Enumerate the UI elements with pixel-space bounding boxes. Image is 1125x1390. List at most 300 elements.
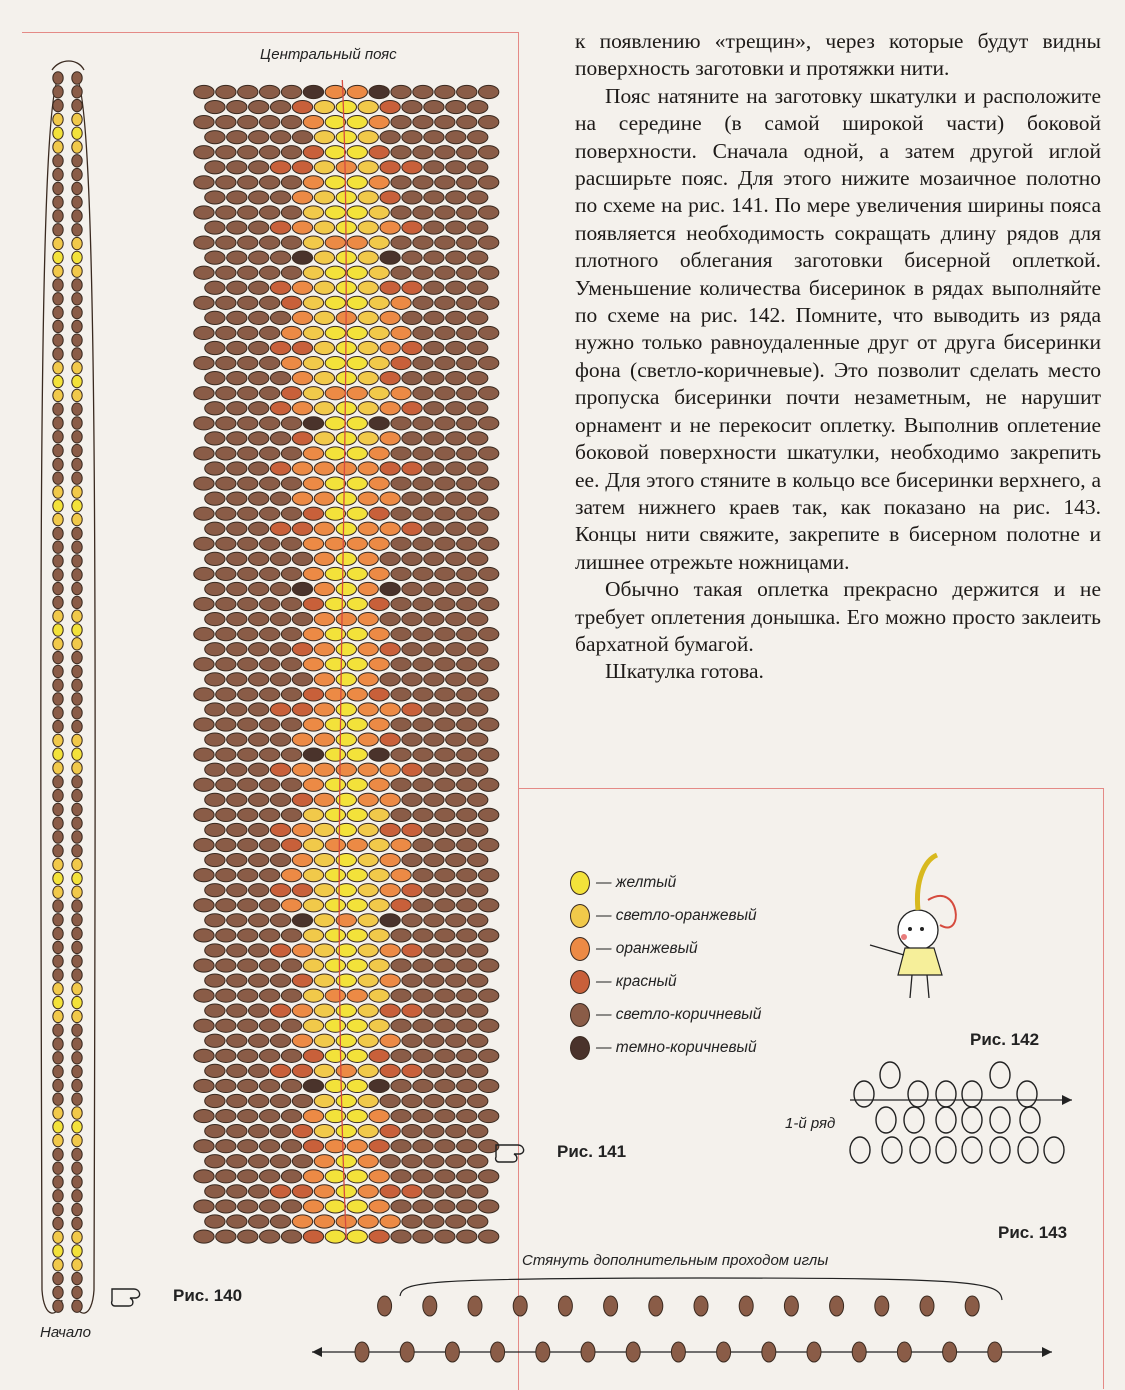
grid-bead — [270, 823, 290, 836]
strip-bead — [53, 596, 63, 608]
strip-bead — [72, 996, 82, 1008]
grid-bead — [216, 808, 236, 821]
grid-bead — [216, 387, 236, 400]
doll-eye-left — [908, 927, 912, 931]
grid-bead — [468, 1094, 488, 1107]
grid-bead — [270, 1094, 290, 1107]
grid-bead — [336, 1094, 356, 1107]
strip-bead — [53, 127, 63, 139]
grid-bead — [478, 778, 498, 791]
grid-bead — [303, 387, 323, 400]
strip-bead — [53, 1121, 63, 1133]
row-arrow-head — [1062, 1095, 1072, 1105]
grid-bead — [391, 778, 411, 791]
grid-bead — [259, 85, 279, 98]
grid-bead — [216, 869, 236, 882]
strip-bead — [72, 86, 82, 98]
grid-bead — [325, 266, 345, 279]
grid-bead — [205, 161, 225, 174]
grid-bead — [238, 658, 258, 671]
grid-bead — [270, 131, 290, 144]
grid-bead — [369, 1230, 389, 1243]
grid-bead — [402, 311, 422, 324]
grid-bead — [270, 1064, 290, 1077]
grid-bead — [468, 944, 488, 957]
grid-bead — [281, 688, 301, 701]
grid-bead — [380, 281, 400, 294]
grid-bead — [391, 1140, 411, 1153]
grid-bead — [358, 1094, 378, 1107]
grid-bead — [468, 974, 488, 987]
grid-bead — [259, 808, 279, 821]
grid-bead — [457, 989, 477, 1002]
row2-bead — [1020, 1107, 1040, 1133]
grid-bead — [380, 100, 400, 113]
grid-bead — [281, 477, 301, 490]
grid-bead — [314, 733, 334, 746]
grid-bead — [336, 131, 356, 144]
grid-bead — [358, 100, 378, 113]
grid-bead — [478, 869, 498, 882]
grid-bead — [347, 989, 367, 1002]
grid-bead — [435, 929, 455, 942]
grid-bead — [227, 974, 247, 987]
pull-together-label: Стянуть дополнительным проходом иглы — [522, 1252, 829, 1269]
strip-bead — [53, 1217, 63, 1229]
grid-bead — [303, 1079, 323, 1092]
grid-bead — [457, 628, 477, 641]
fig140-hand-icon — [112, 1289, 140, 1306]
grid-bead — [358, 341, 378, 354]
grid-bead — [249, 432, 269, 445]
grid-bead — [292, 522, 312, 535]
closing-bead — [988, 1342, 1002, 1362]
grid-bead — [446, 372, 466, 385]
grid-bead — [446, 281, 466, 294]
grid-bead — [380, 1155, 400, 1168]
grid-bead — [194, 417, 214, 430]
grid-bead — [227, 372, 247, 385]
grid-bead — [402, 281, 422, 294]
grid-bead — [281, 507, 301, 520]
strip-bead — [53, 845, 63, 857]
grid-bead — [402, 613, 422, 626]
grid-bead — [205, 492, 225, 505]
strip-bead — [53, 900, 63, 912]
grid-bead — [292, 552, 312, 565]
grid-bead — [424, 341, 444, 354]
grid-bead — [457, 206, 477, 219]
grid-bead — [478, 296, 498, 309]
strip-bead — [72, 334, 82, 346]
grid-bead — [259, 748, 279, 761]
grid-bead — [292, 914, 312, 927]
grid-bead — [292, 673, 312, 686]
grid-bead — [325, 1079, 345, 1092]
grid-bead — [478, 537, 498, 550]
strip-bead — [53, 500, 63, 512]
grid-bead — [270, 100, 290, 113]
grid-bead — [249, 582, 269, 595]
closing-bead — [830, 1296, 844, 1316]
grid-bead — [292, 161, 312, 174]
grid-bead — [336, 161, 356, 174]
grid-bead — [249, 733, 269, 746]
strip-bead — [72, 1162, 82, 1174]
grid-bead — [435, 477, 455, 490]
strip-bead — [72, 817, 82, 829]
grid-bead — [259, 477, 279, 490]
grid-bead — [478, 326, 498, 339]
grid-bead — [457, 959, 477, 972]
grid-bead — [402, 823, 422, 836]
grid-bead — [194, 296, 214, 309]
grid-bead — [292, 1185, 312, 1198]
grid-bead — [402, 432, 422, 445]
strip-bead — [72, 1134, 82, 1146]
grid-bead — [259, 628, 279, 641]
grid-bead — [238, 838, 258, 851]
grid-bead — [227, 281, 247, 294]
grid-bead — [457, 326, 477, 339]
grid-bead — [238, 1109, 258, 1122]
grid-bead — [270, 191, 290, 204]
grid-bead — [314, 281, 334, 294]
grid-bead — [325, 477, 345, 490]
grid-bead — [446, 221, 466, 234]
grid-bead — [468, 793, 488, 806]
grid-bead — [281, 447, 301, 460]
grid-bead — [424, 974, 444, 987]
grid-bead — [380, 613, 400, 626]
grid-bead — [238, 356, 258, 369]
grid-bead — [347, 296, 367, 309]
grid-bead — [413, 1049, 433, 1062]
grid-bead — [238, 387, 258, 400]
grid-bead — [468, 281, 488, 294]
grid-bead — [194, 507, 214, 520]
strip-bead — [53, 803, 63, 815]
grid-bead — [292, 793, 312, 806]
grid-bead — [457, 597, 477, 610]
grid-bead — [336, 492, 356, 505]
grid-bead — [369, 1049, 389, 1062]
grid-bead — [358, 191, 378, 204]
grid-bead — [249, 372, 269, 385]
grid-bead — [314, 1125, 334, 1138]
grid-bead — [478, 417, 498, 430]
grid-bead — [446, 1125, 466, 1138]
grid-bead — [435, 869, 455, 882]
fig141-caption: Рис. 141 — [557, 1142, 627, 1161]
grid-bead — [194, 477, 214, 490]
grid-bead — [347, 1140, 367, 1153]
strip-bead — [72, 1010, 82, 1022]
strip-bead — [53, 293, 63, 305]
row2-bead — [876, 1107, 896, 1133]
paragraph-1: к появлению «трещин», через которые будут видны поверхность заготовки и протяжки нити. — [575, 29, 1101, 81]
grid-bead — [292, 974, 312, 987]
grid-bead — [369, 417, 389, 430]
grid-bead — [446, 763, 466, 776]
grid-bead — [347, 838, 367, 851]
grid-bead — [435, 688, 455, 701]
grid-bead — [347, 688, 367, 701]
grid-bead — [314, 1094, 334, 1107]
strip-bead — [72, 458, 82, 470]
grid-bead — [325, 929, 345, 942]
grid-bead — [259, 417, 279, 430]
grid-bead — [314, 944, 334, 957]
grid-bead — [457, 417, 477, 430]
grid-bead — [402, 341, 422, 354]
grid-bead — [216, 899, 236, 912]
grid-bead — [281, 116, 301, 129]
grid-bead — [424, 402, 444, 415]
grid-bead — [358, 311, 378, 324]
grid-bead — [303, 1170, 323, 1183]
grid-bead — [325, 1170, 345, 1183]
grid-bead — [325, 959, 345, 972]
grid-bead — [238, 116, 258, 129]
grid-bead — [303, 116, 323, 129]
grid-bead — [347, 447, 367, 460]
grid-bead — [457, 266, 477, 279]
grid-bead — [413, 326, 433, 339]
grid-bead — [259, 356, 279, 369]
grid-bead — [478, 748, 498, 761]
strip-bead — [53, 472, 63, 484]
grid-bead — [303, 417, 323, 430]
closing-bead — [378, 1296, 392, 1316]
strip-bead — [72, 1272, 82, 1284]
grid-bead — [391, 296, 411, 309]
closing-bead — [445, 1342, 459, 1362]
grid-bead — [216, 929, 236, 942]
grid-bead — [413, 929, 433, 942]
grid-bead — [402, 1125, 422, 1138]
strip-bead — [53, 403, 63, 415]
grid-bead — [292, 1034, 312, 1047]
grid-bead — [369, 296, 389, 309]
grid-bead — [292, 1094, 312, 1107]
strip-bead — [72, 293, 82, 305]
strip-bead — [72, 776, 82, 788]
grid-bead — [478, 1079, 498, 1092]
grid-bead — [270, 1215, 290, 1228]
grid-bead — [314, 763, 334, 776]
grid-bead — [413, 869, 433, 882]
grid-bead — [380, 884, 400, 897]
grid-bead — [380, 582, 400, 595]
grid-bead — [194, 929, 214, 942]
grid-bead — [347, 1109, 367, 1122]
grid-bead — [478, 116, 498, 129]
grid-bead — [270, 1004, 290, 1017]
grid-bead — [270, 251, 290, 264]
grid-bead — [413, 236, 433, 249]
grid-bead — [205, 1004, 225, 1017]
grid-bead — [216, 748, 236, 761]
grid-bead — [369, 808, 389, 821]
strip-bead — [53, 210, 63, 222]
grid-bead — [446, 1004, 466, 1017]
grid-bead — [380, 914, 400, 927]
grid-bead — [249, 402, 269, 415]
grid-bead — [325, 296, 345, 309]
grid-bead — [270, 432, 290, 445]
grid-bead — [314, 613, 334, 626]
grid-bead — [314, 1034, 334, 1047]
grid-bead — [259, 658, 279, 671]
grid-bead — [303, 236, 323, 249]
grid-bead — [281, 869, 301, 882]
grid-bead — [216, 1230, 236, 1243]
grid-bead — [478, 1230, 498, 1243]
closing-bead — [671, 1342, 685, 1362]
fig143-diagram — [312, 1278, 1052, 1362]
grid-bead — [457, 1109, 477, 1122]
grid-bead — [270, 372, 290, 385]
grid-bead — [249, 462, 269, 475]
grid-bead — [314, 884, 334, 897]
grid-bead — [402, 372, 422, 385]
legend-row-light-orange — [570, 899, 761, 932]
grid-bead — [478, 899, 498, 912]
grid-bead — [435, 1230, 455, 1243]
grid-bead — [446, 944, 466, 957]
strip-bead — [53, 638, 63, 650]
grid-bead — [413, 718, 433, 731]
grid-bead — [358, 161, 378, 174]
grid-bead — [205, 100, 225, 113]
grid-bead — [424, 281, 444, 294]
strip-bead — [53, 679, 63, 691]
strip-bead — [72, 306, 82, 318]
grid-bead — [391, 387, 411, 400]
grid-bead — [380, 372, 400, 385]
grid-bead — [292, 1004, 312, 1017]
grid-bead — [205, 131, 225, 144]
grid-bead — [281, 1079, 301, 1092]
row3-bead — [962, 1137, 982, 1163]
grid-bead — [336, 763, 356, 776]
strip-bead — [53, 348, 63, 360]
strip-bead — [72, 389, 82, 401]
grid-bead — [380, 522, 400, 535]
grid-bead — [457, 477, 477, 490]
grid-bead — [259, 537, 279, 550]
grid-bead — [391, 1109, 411, 1122]
closing-bead — [897, 1342, 911, 1362]
grid-bead — [391, 1049, 411, 1062]
grid-bead — [205, 1094, 225, 1107]
grid-bead — [369, 567, 389, 580]
strip-bead — [72, 789, 82, 801]
grid-bead — [358, 823, 378, 836]
grid-bead — [402, 793, 422, 806]
grid-bead — [238, 899, 258, 912]
grid-bead — [194, 236, 214, 249]
grid-bead — [325, 326, 345, 339]
grid-bead — [446, 131, 466, 144]
grid-bead — [336, 522, 356, 535]
grid-bead — [249, 823, 269, 836]
strip-bead — [53, 831, 63, 843]
grid-bead — [468, 432, 488, 445]
grid-bead — [314, 1004, 334, 1017]
grid-bead — [380, 974, 400, 987]
grid-bead — [227, 402, 247, 415]
grid-bead — [478, 236, 498, 249]
grid-bead — [424, 703, 444, 716]
grid-bead — [391, 1019, 411, 1032]
strip-bead — [72, 569, 82, 581]
grid-bead — [270, 673, 290, 686]
grid-bead — [468, 311, 488, 324]
grid-bead — [249, 492, 269, 505]
grid-bead — [303, 1019, 323, 1032]
grid-bead — [281, 1230, 301, 1243]
grid-bead — [194, 688, 214, 701]
grid-bead — [369, 85, 389, 98]
grid-bead — [292, 823, 312, 836]
grid-bead — [205, 402, 225, 415]
grid-bead — [314, 793, 334, 806]
grid-bead — [358, 372, 378, 385]
grid-bead — [281, 236, 301, 249]
legend-bead-dark-brown — [570, 1036, 590, 1060]
grid-bead — [358, 884, 378, 897]
grid-bead — [380, 944, 400, 957]
grid-bead — [259, 1109, 279, 1122]
grid-bead — [292, 251, 312, 264]
grid-bead — [194, 116, 214, 129]
row1-bead — [880, 1062, 900, 1088]
grid-bead — [336, 1155, 356, 1168]
grid-bead — [413, 1019, 433, 1032]
grid-bead — [314, 1155, 334, 1168]
grid-bead — [281, 1019, 301, 1032]
grid-bead — [238, 989, 258, 1002]
grid-bead — [238, 326, 258, 339]
grid-bead — [380, 311, 400, 324]
grid-bead — [402, 1034, 422, 1047]
grid-bead — [457, 447, 477, 460]
closing-bead — [468, 1296, 482, 1316]
grid-bead — [314, 522, 334, 535]
grid-bead — [347, 116, 367, 129]
grid-bead — [435, 356, 455, 369]
fig143-caption: Рис. 143 — [998, 1223, 1068, 1242]
grid-bead — [227, 673, 247, 686]
grid-bead — [478, 597, 498, 610]
grid-bead — [468, 763, 488, 776]
grid-bead — [216, 206, 236, 219]
grid-bead — [281, 1200, 301, 1213]
grid-bead — [292, 613, 312, 626]
grid-bead — [227, 823, 247, 836]
grid-bead — [216, 356, 236, 369]
grid-bead — [413, 838, 433, 851]
grid-bead — [446, 311, 466, 324]
grid-bead — [457, 236, 477, 249]
grid-bead — [424, 643, 444, 656]
strip-bead — [53, 1231, 63, 1243]
grid-bead — [325, 718, 345, 731]
legend-label-red: — красный — [596, 972, 677, 990]
grid-bead — [478, 567, 498, 580]
